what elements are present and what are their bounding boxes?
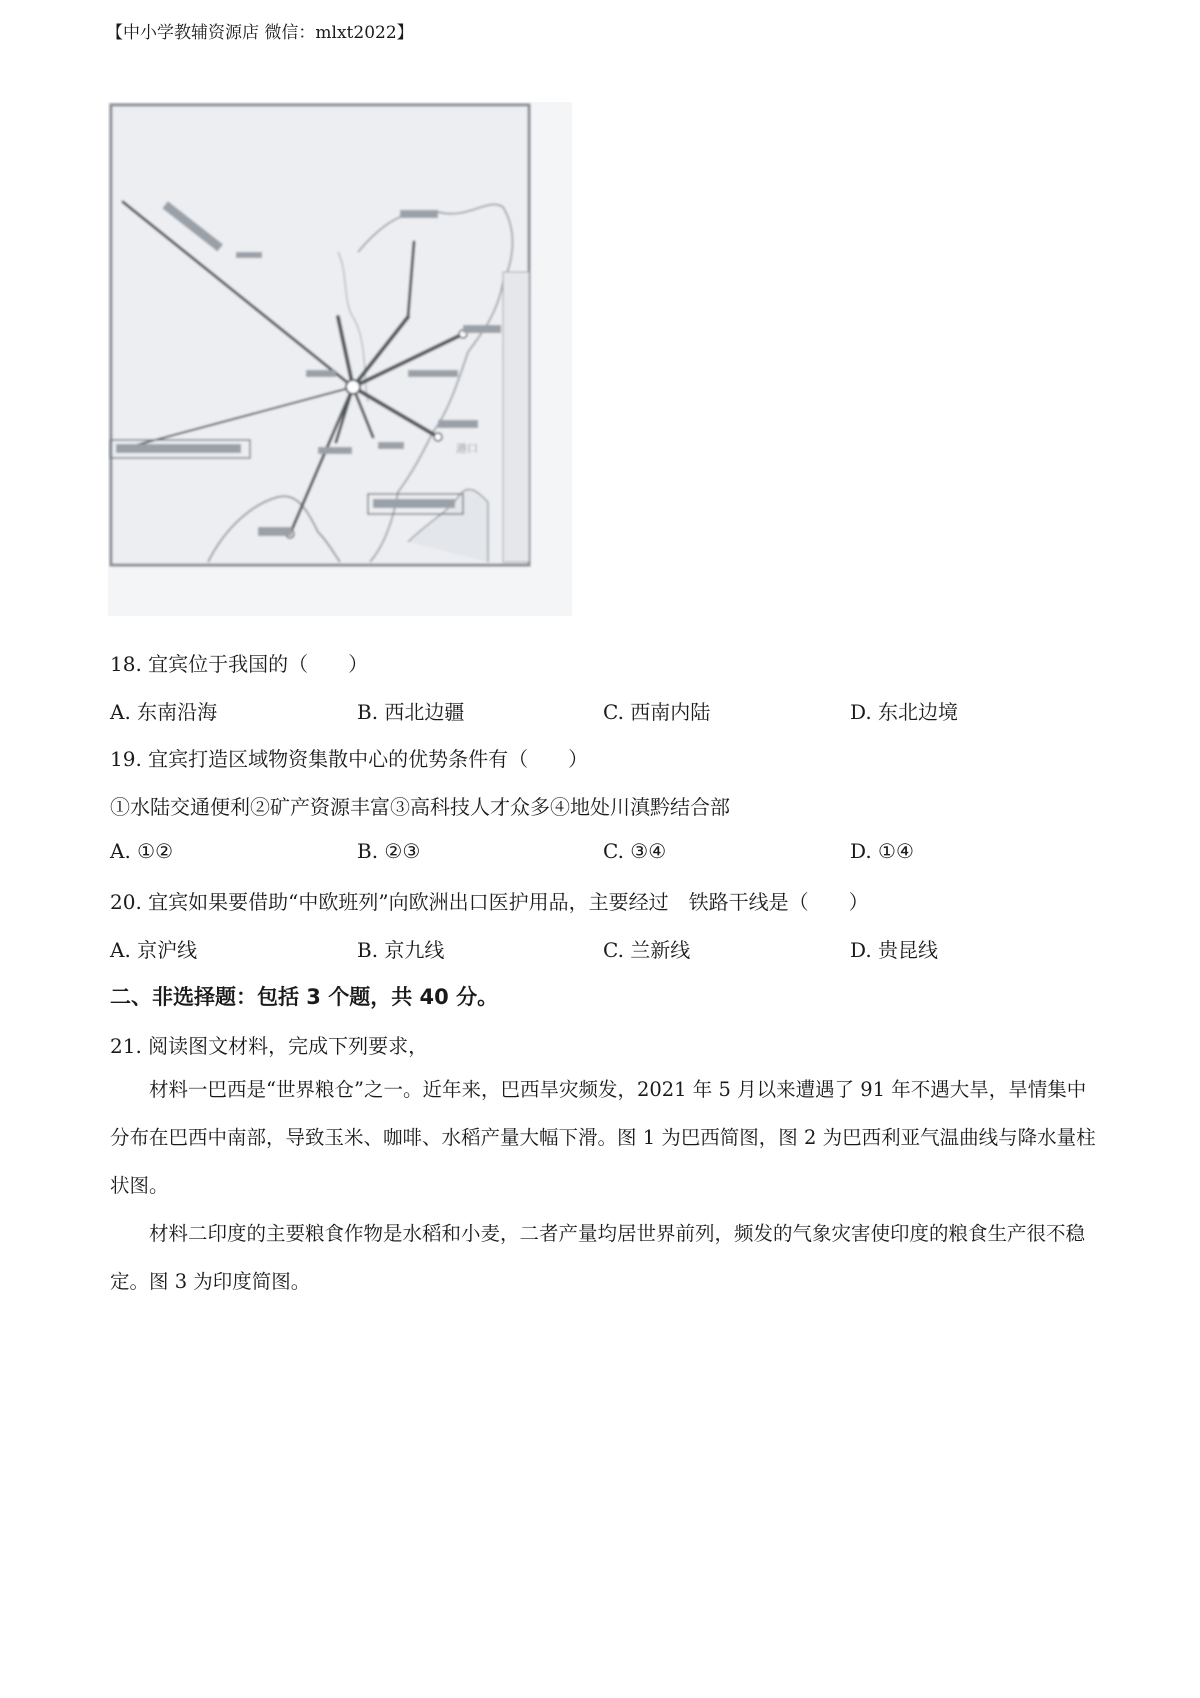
map-label-port: 港口	[456, 442, 478, 455]
question-19-stem: 19. 宜宾打造区域物资集散中心的优势条件有（ ）	[110, 747, 589, 771]
q19-option-a[interactable]: A. ①②	[110, 839, 174, 863]
question-18-stem: 18. 宜宾位于我国的（ ）	[110, 652, 369, 676]
material-1-paragraph: 材料一巴西是“世界粮仓”之一。近年来，巴西旱灾频发，2021 年 5 月以来遭遇了 91 年不遇大旱，旱情集中分布在巴西中南部，导致玉米、咖啡、水稻产量大幅下滑。图 1 为巴西简图，图 2 为巴西利亚气温曲线与降水量柱状图。	[110, 1078, 1096, 1197]
q20-option-b[interactable]: B. 京九线	[357, 938, 445, 962]
question-19-statement: ①水陆交通便利②矿产资源丰富③高科技人才众多④地处川滇黔结合部	[110, 795, 730, 819]
question-20-stem: 20. 宜宾如果要借助“中欧班列”向欧洲出口医护用品，主要经过 铁路干线是（ ）	[110, 890, 869, 914]
route-map-figure	[108, 102, 572, 616]
q18-option-c[interactable]: C. 西南内陆	[603, 700, 711, 724]
q20-option-d[interactable]: D. 贵昆线	[850, 938, 939, 962]
watermark-header: 【中小学教辅资源店 微信：mlxt2022】	[106, 23, 414, 43]
q18-option-d[interactable]: D. 东北边境	[850, 700, 959, 724]
q18-option-b[interactable]: B. 西北边疆	[357, 700, 465, 724]
question-21-stem: 21. 阅读图文材料，完成下列要求，	[110, 1034, 429, 1058]
q19-option-d[interactable]: D. ①④	[850, 839, 914, 863]
q20-option-a[interactable]: A. 京沪线	[110, 938, 198, 962]
section-2-title: 二、非选择题：包括 3 个题，共 40 分。	[110, 985, 499, 1009]
route-map	[108, 102, 572, 616]
material-2-paragraph: 材料二印度的主要粮食作物是水稻和小麦，二者产量均居世界前列，频发的气象灾害使印度的粮食生产很不稳定。图 3 为印度简图。	[110, 1222, 1086, 1293]
q18-option-a[interactable]: A. 东南沿海	[110, 700, 218, 724]
q20-option-c[interactable]: C. 兰新线	[603, 938, 691, 962]
q19-option-c[interactable]: C. ③④	[603, 839, 667, 863]
q19-option-b[interactable]: B. ②③	[357, 839, 421, 863]
